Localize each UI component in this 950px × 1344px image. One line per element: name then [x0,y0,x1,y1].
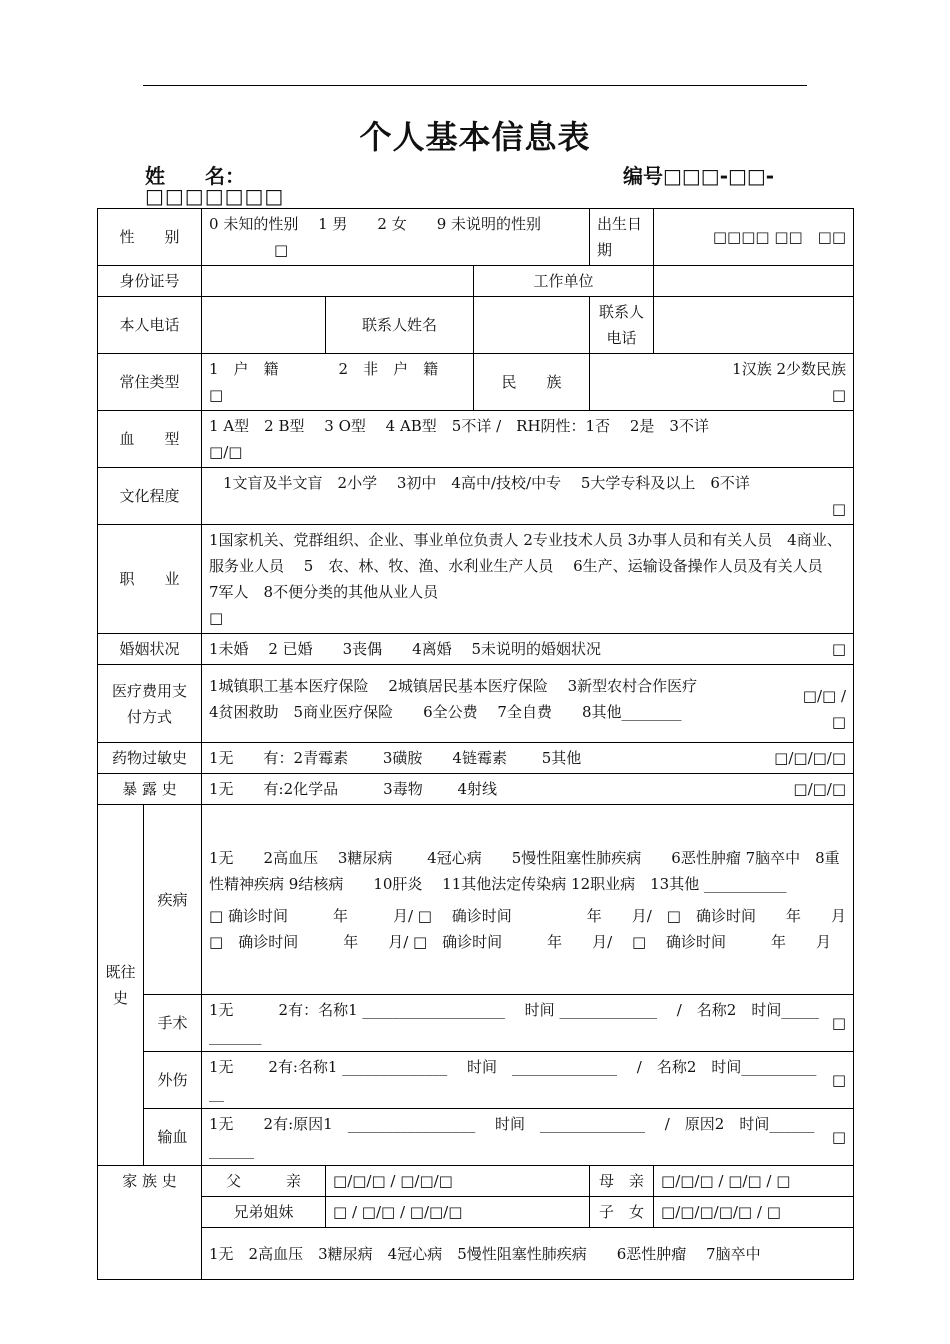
blood-label: 血 型 [98,411,202,468]
transfusion-cell[interactable] [202,1109,854,1166]
disease-label: 疾病 [144,805,202,995]
trauma-text[interactable]: 1无 2有:名称1 ______________ 时间 ______________ / 名称2 时间____________ [209,1058,817,1102]
allergy-cell[interactable] [202,743,854,774]
gender-box[interactable]: □ [274,241,289,259]
disease-cell[interactable] [202,805,854,995]
education-box[interactable]: □ [831,500,847,518]
allergy-options: 1无 有：2青霉素 3磺胺 4链霉素 5其他 [209,749,582,767]
residence-cell[interactable] [202,354,474,411]
name-label: 姓 名： [145,164,245,188]
mother-label: 母 亲 [590,1166,654,1197]
children-box[interactable]: □/□/□/□/□ / □ [654,1197,854,1228]
blood-options: 1 A型 2 B型 3 O型 4 AB型 5不详 / RH阴性：1否 2是 3不详 [209,417,709,435]
education-cell[interactable] [202,468,854,525]
ethnic-options: 1汉族 2少数民族 [732,360,847,378]
surgery-box[interactable]: □ [831,1014,847,1032]
info-form [97,208,854,1280]
trauma-box[interactable]: □ [831,1071,847,1089]
payment-label: 医疗费用支付方式 [98,665,202,743]
birth-value[interactable]: □□□□ □□ □□ [654,209,854,266]
marital-box[interactable]: □ [831,640,847,658]
surgery-text[interactable]: 1无 2有：名称1 ___________________ 时间 _____________ / 名称2 时间____________ [209,1001,819,1045]
id-label: 身份证号 [98,266,202,297]
payment-line1: 1城镇职工基本医疗保险 2城镇居民基本医疗保险 3新型农村合作医疗 [209,676,698,695]
sibling-label: 兄弟姐妹 [202,1197,326,1228]
disease-options: 1无 2高血压 3糖尿病 4冠心病 5慢性阻塞性肺疾病 6恶性肿瘤 7脑卒中 8重性精神疾病 9结核病 10肝炎 11其他法定传染病 12职业病 13其他 ___________ [209,848,840,893]
occupation-box[interactable]: □ [209,609,224,627]
allergy-box[interactable]: □/□/□/□ [774,749,847,767]
gender-options: 0 未知的性别 1 男 2 女 9 未说明的性别 [209,215,542,233]
id-field[interactable] [202,266,474,297]
residence-box[interactable]: □ [209,386,224,404]
disease-diag1[interactable]: □ 确诊时间 年 月/ □ 确诊时间 年 月/ □ 确诊时间 年 月 [209,906,846,925]
payment-box2[interactable]: □ [831,712,847,731]
exposure-box[interactable]: □/□/□ [793,780,847,798]
trauma-label: 外伤 [144,1052,202,1109]
transfusion-label: 输血 [144,1109,202,1166]
family-label: 家 族 史 [98,1166,202,1280]
surgery-label: 手术 [144,995,202,1052]
ethnic-box[interactable]: □ [831,386,847,404]
payment-box1[interactable]: □/□ / [802,686,847,705]
marital-label: 婚姻状况 [98,634,202,665]
residence-label: 常住类型 [98,354,202,411]
contact-phone-field[interactable] [654,297,854,354]
phone-field[interactable] [202,297,326,354]
blood-box[interactable]: □/□ [209,443,243,461]
father-label: 父 亲 [202,1166,326,1197]
ethnic-cell[interactable] [590,354,854,411]
transfusion-box[interactable]: □ [831,1128,847,1146]
trauma-cell[interactable] [202,1052,854,1109]
family-legend: 1无 2高血压 3糖尿病 4冠心病 5慢性阻塞性肺疾病 6恶性肿瘤 7脑卒中 [202,1228,854,1280]
residence-options: 1 户 籍 2 非 户 籍 [209,360,439,378]
education-options: 1文盲及半文盲 2小学 3初中 4高中/技校/中专 5大学专科及以上 6不详 [223,474,750,492]
contact-name-label: 联系人姓名 [326,297,474,354]
sibling-box[interactable]: □ / □/□ / □/□/□ [326,1197,590,1228]
transfusion-text[interactable]: 1无 2有:原因1 _________________ 时间 ______________ / 原因2 时间____________ [209,1115,815,1159]
exposure-options: 1无 有:2化学品 3毒物 4射线 [209,780,498,798]
phone-label: 本人电话 [98,297,202,354]
disease-diag2[interactable]: □ 确诊时间 年 月/ □ 确诊时间 年 月/ □ 确诊时间 年 月 [209,932,831,951]
payment-line2: 4贫困救助 5商业医疗保险 6全公费 7全自费 8其他________ [209,702,682,721]
gender-label: 性 别 [98,209,202,266]
page-title: 个人基本信息表 [359,118,591,156]
children-label: 子 女 [590,1197,654,1228]
contact-phone-label: 联系人电话 [590,297,654,354]
mother-box[interactable]: □/□/□ / □/□ / □ [654,1166,854,1197]
occupation-options: 1国家机关、党群组织、企业、事业单位负责人 2专业技术人员 3办事人员和有关人员 4商业、服务业人员 5 农、林、牧、渔、水利业生产人员 6生产、运输设备操作人员及有关人员 7军人 8不便分类的其他从业人员 [209,531,843,601]
birth-label: 出生日期 [590,209,654,266]
exposure-label: 暴 露 史 [98,774,202,805]
marital-cell[interactable] [202,634,854,665]
ethnic-label: 民 族 [474,354,590,411]
code-boxes: □□□□□□□ [145,184,285,208]
top-rule [143,85,807,86]
code-label: 编号□□□-□□- [623,164,775,188]
father-box[interactable]: □/□/□ / □/□/□ [326,1166,590,1197]
work-label: 工作单位 [474,266,654,297]
allergy-label: 药物过敏史 [98,743,202,774]
marital-options: 1未婚 2 已婚 3丧偶 4离婚 5未说明的婚姻状况 [209,640,602,658]
occupation-cell[interactable] [202,525,854,634]
surgery-cell[interactable] [202,995,854,1052]
occupation-label: 职 业 [98,525,202,634]
blood-cell[interactable] [202,411,854,468]
contact-name-field[interactable] [474,297,590,354]
education-label: 文化程度 [98,468,202,525]
work-field[interactable] [654,266,854,297]
history-label: 既往史 [98,805,144,1166]
payment-cell[interactable] [202,665,854,743]
exposure-cell[interactable] [202,774,854,805]
gender-cell[interactable] [202,209,590,266]
